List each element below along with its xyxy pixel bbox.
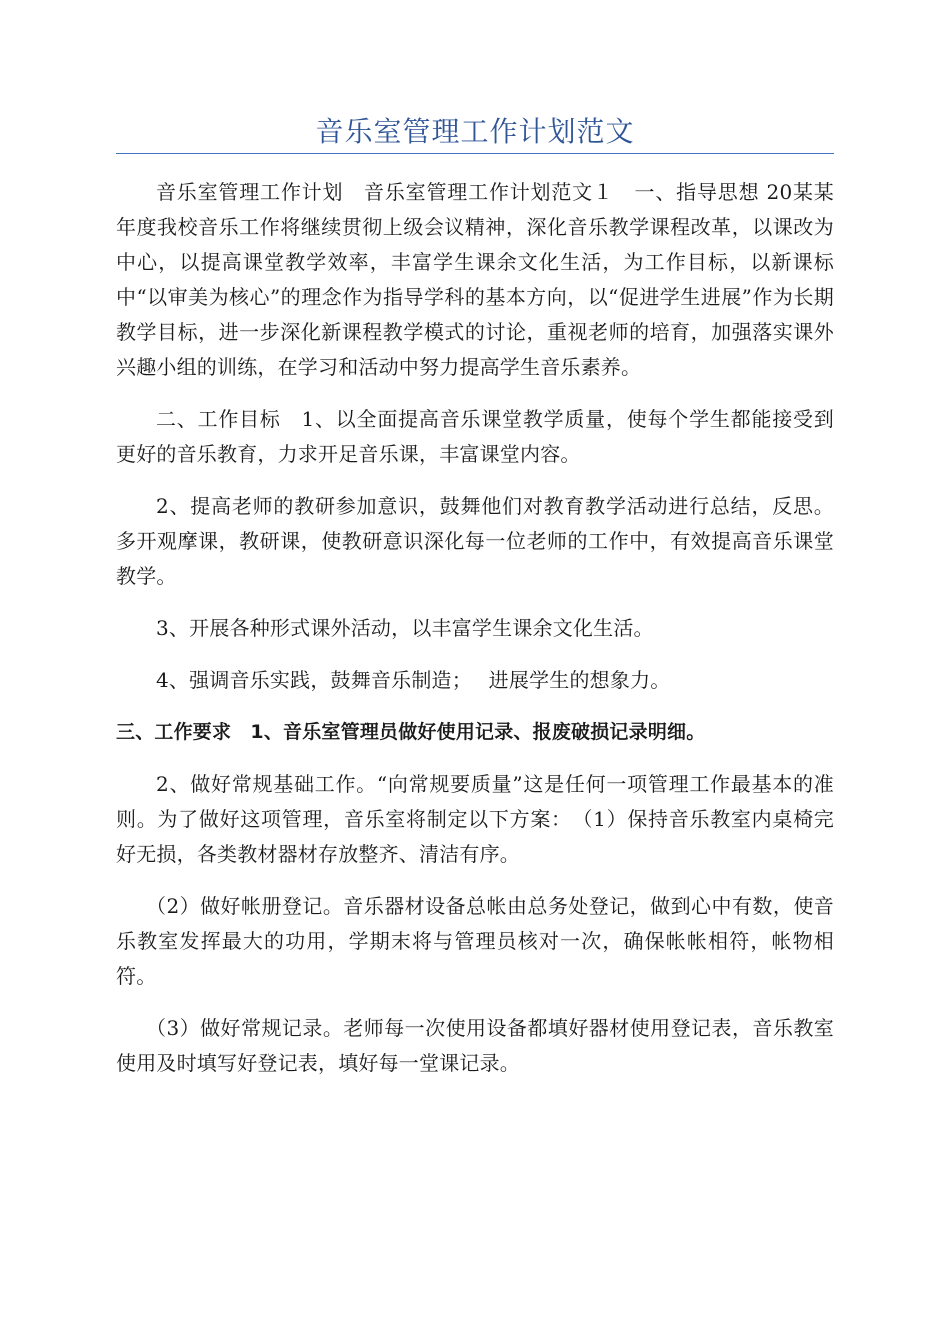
title-underline <box>116 153 834 154</box>
paragraph-routine-work: 2、做好常规基础工作。“向常规要质量”这是任何一项管理工作最基本的准则。为了做好这项管理，音乐室将制定以下方案： （1）保持音乐教室内桌椅完好无损，各类教材器材存放整齐、清洁有序。 <box>116 772 834 866</box>
paragraph-work-goal-1: 二、工作目标 1、以全面提高音乐课堂教学质量，使每个学生都能接受到更好的音乐教育，力求开足音乐课，丰富课堂内容。 <box>116 407 834 466</box>
paragraph-account-registration: （2）做好帐册登记。音乐器材设备总帐由总务处登记，做到心中有数，使音乐教室发挥最大的功用，学期末将与管理员核对一次，确保帐帐相符，帐物相符。 <box>116 894 834 988</box>
paragraph-work-requirements-heading: 三、工作要求 1、音乐室管理员做好使用记录、报废破损记录明细。 <box>116 721 706 743</box>
paragraph-guiding-ideology: 音乐室管理工作计划 音乐室管理工作计划范文１ 一、指导思想 20某某年度我校音乐工作将继续贯彻上级会议精神，深化音乐教学课程改革，以课改为中心，以提高课堂教学效率，丰富学生课余文化生活，为工作目标，以新课标中“以审美为核心”的理念作为指导学科的基本方向，以“促进学生进展”作为长期教学目标，进一步深化新课程教学模式的讨论，重视老师的培育，加强落实课外兴趣小组的训练，在学习和活动中努力提高学生音乐素养。 <box>116 180 834 379</box>
document-body <box>116 175 834 1081</box>
paragraph-work-goal-2: 2、提高老师的教研参加意识，鼓舞他们对教育教学活动进行总结，反思。多开观摩课，教研课，使教研意识深化每一位老师的工作中，有效提高音乐课堂教学。 <box>116 494 834 588</box>
paragraph-work-goal-4: 4、强调音乐实践，鼓舞音乐制造； 进展学生的想象力。 <box>156 668 671 692</box>
document-title: 音乐室管理工作计划范文 <box>315 115 635 148</box>
paragraph-routine-records: （3）做好常规记录。老师每一次使用设备都填好器材使用登记表，音乐教室使用及时填写好登记表，填好每一堂课记录。 <box>116 1016 834 1075</box>
paragraph-work-goal-3: 3、开展各种形式课外活动，以丰富学生课余文化生活。 <box>156 616 654 640</box>
